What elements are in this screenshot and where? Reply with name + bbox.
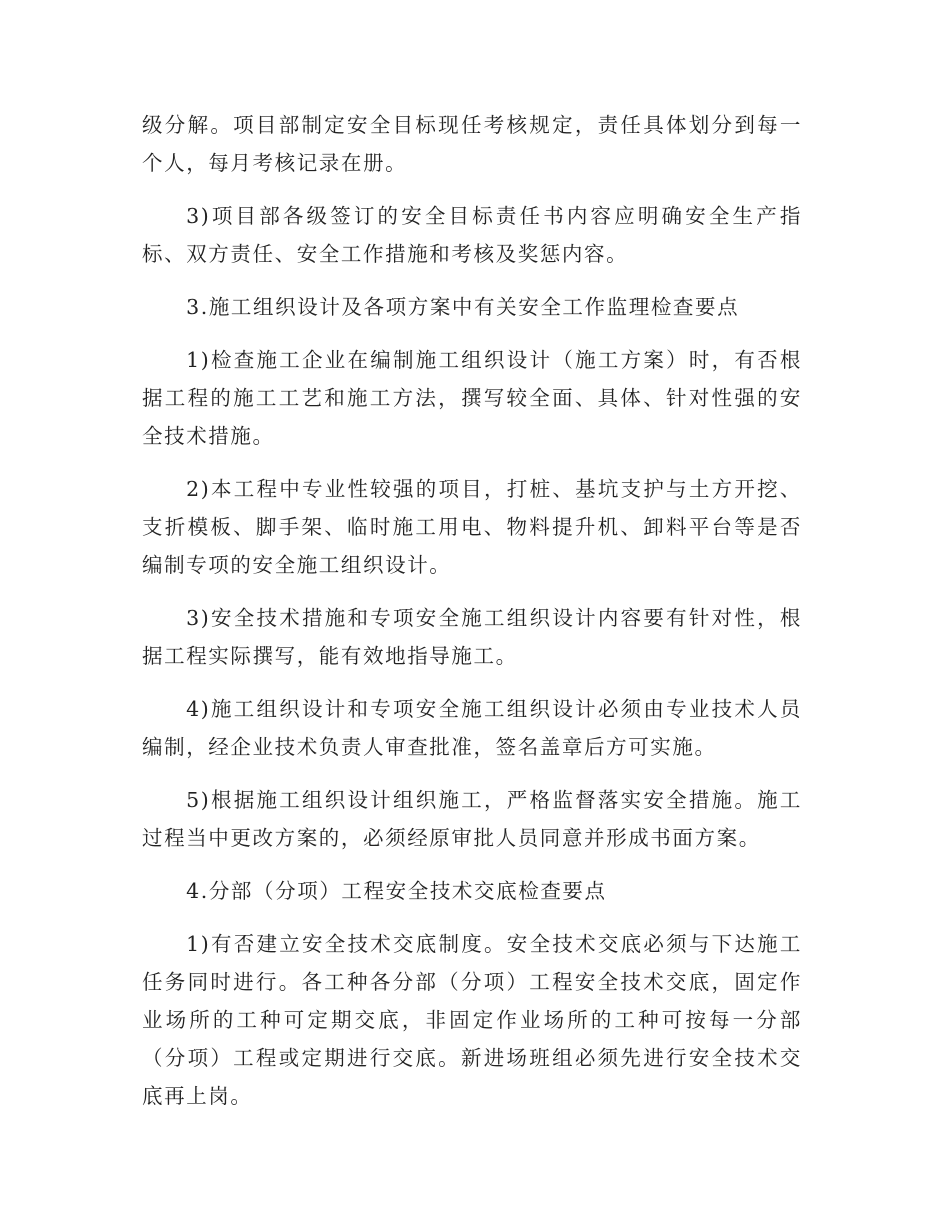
paragraph-item-1-check: 1)检查施工企业在编制施工组织设计（施工方案）时，有否根据工程的施工工艺和施工方法，撰写较全面、具体、针对性强的安全技术措施。 xyxy=(142,348,802,448)
paragraph-item-2-special: 2)本工程中专业性较强的项目，打桩、基坑支护与土方开挖、支折模板、脚手架、临时施工用电、物料提升机、卸料平台等是否编制专项的安全施工组织设计。 xyxy=(142,477,802,577)
paragraph-item-4-approval: 4)施工组织设计和专项安全施工组织设计必须由专业技术人员编制，经企业技术负责人审查批准，签名盖章后方可实施。 xyxy=(142,697,802,759)
section-heading-3: 3.施工组织设计及各项方案中有关安全工作监理检查要点 xyxy=(186,295,740,319)
document-body xyxy=(142,106,802,1130)
paragraph-item-3-targeted: 3)安全技术措施和专项安全施工组织设计内容要有针对性，根据工程实际撰写，能有效地指导施工。 xyxy=(142,606,802,668)
paragraph-continuation: 级分解。项目部制定安全目标现任考核规定，责任具体划分到每一个人，每月考核记录在册。 xyxy=(142,113,802,175)
paragraph-item-5-supervision: 5)根据施工组织设计组织施工，严格监督落实安全措施。施工过程当中更改方案的，必须经原审批人员同意并形成书面方案。 xyxy=(142,788,802,850)
paragraph-item-3-responsibility: 3)项目部各级签订的安全目标责任书内容应明确安全生产指标、双方责任、安全工作措施和考核及奖惩内容。 xyxy=(142,204,802,266)
section-heading-4: 4.分部（分项）工程安全技术交底检查要点 xyxy=(186,879,607,903)
paragraph-item-1-briefing: 1)有否建立安全技术交底制度。安全技术交底必须与下达施工任务同时进行。各工种各分部（分项）工程安全技术交底，固定作业场所的工种可定期交底，非固定作业场所的工种可按每一分部（分项）工程或定期进行交底。新进场班组必须先进行安全技术交底再上岗。 xyxy=(142,932,802,1108)
